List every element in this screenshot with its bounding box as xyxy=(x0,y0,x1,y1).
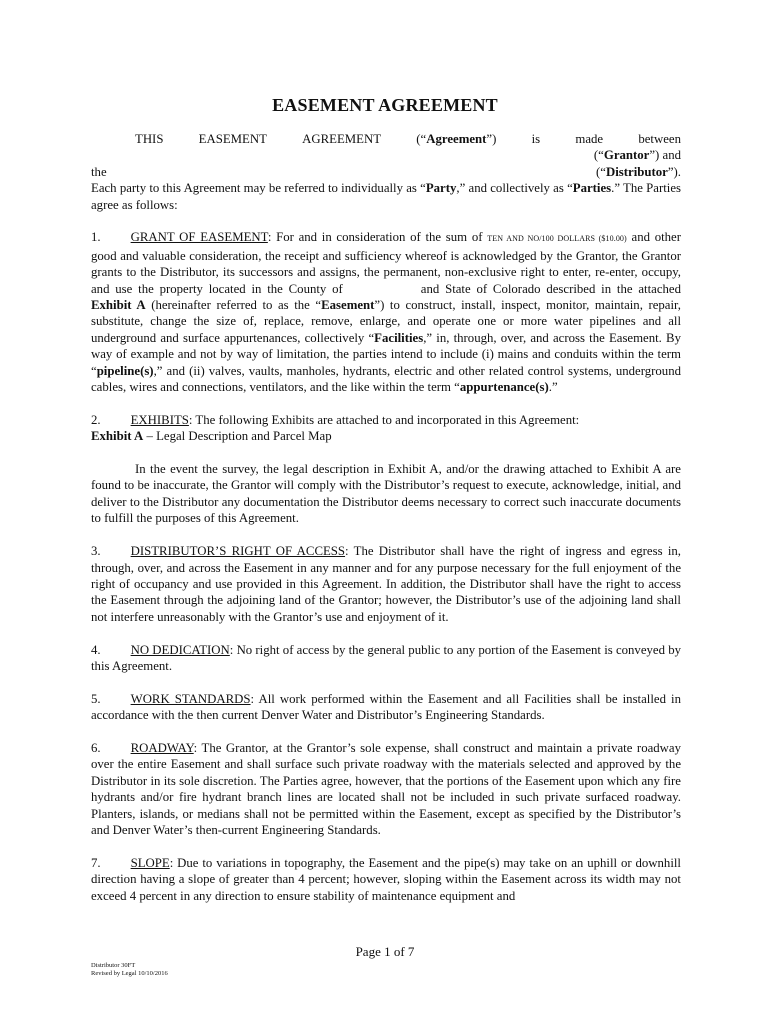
section-text: .” xyxy=(548,380,558,395)
intro-word: between xyxy=(638,132,681,146)
section-text: : The following Exhibits are attached to and incorporated in this Agreement: xyxy=(188,412,580,427)
form-id: Distributor 30FT xyxy=(91,962,136,969)
defined-term: pipeline(s) xyxy=(96,363,154,378)
intro-line-2: (“Grantor”) and xyxy=(593,148,681,163)
section-number: 3. xyxy=(91,544,101,559)
form-revision-info xyxy=(91,962,168,978)
exhibit-description: – Legal Description and Parcel Map xyxy=(143,429,332,444)
document-body xyxy=(91,131,681,904)
section-text: ,” in, through, over, and across the Easement. By way of example and not by way of limitation, the parties intend to include (i) mains and conduits within the term “ xyxy=(91,330,681,378)
section-number: 1. xyxy=(91,230,101,245)
section-text: ”) to construct, install, inspect, monitor, maintain, repair, substitute, change the size of, replace, remove, enlarge, and operate one or more water pipelines and all underground and surface appurtenances, collectively “ xyxy=(91,298,681,345)
intro-word: is xyxy=(531,132,541,146)
section-number: 2. xyxy=(91,412,101,427)
section-6 xyxy=(91,740,681,838)
intro-word: AGREEMENT xyxy=(302,132,382,146)
section-2-paragraph: In the event the survey, the legal description in Exhibit A, and/or the drawing attached to Exhibit A are found to be inaccurate, the Grantor will comply with the Distributor’s request to execute, acknowledge, initial, and deliver to the Distributor any documentation the Distributor deems necessary to correct such inaccurate documents to fulfill the purposes of this Agreement. xyxy=(91,462,681,526)
page-number: Page 1 of 7 xyxy=(355,944,415,959)
section-number: 4. xyxy=(91,642,101,657)
section-number: 5. xyxy=(91,691,101,706)
section-heading: GRANT OF EASEMENT xyxy=(130,230,268,245)
section-5 xyxy=(91,691,681,724)
intro-line-3 xyxy=(91,164,681,180)
section-text: and other good and valuable consideration, the receipt and sufficiency whereof is acknowledged by the Grantor, the Grantor grants to the Distributor, its successors and assigns, the permanent, non-exclusive right to enter, re-enter, occupy, and use the property located in the County of xyxy=(91,230,681,296)
section-3 xyxy=(91,543,681,625)
section-heading: DISTRIBUTOR’S RIGHT OF ACCESS xyxy=(130,544,346,559)
revision-date: Revised by Legal 10/10/2016 xyxy=(91,970,168,977)
section-7 xyxy=(91,855,681,904)
section-text: and State of Colorado described in the attached xyxy=(420,281,681,296)
section-heading: EXHIBITS xyxy=(130,412,189,427)
distributor-defined-term: (“Distributor”). xyxy=(596,164,681,179)
section-text: : Due to variations in topography, the Easement and the pipe(s) may take on an uphill or downhill direction having a slope of greater than 4 percent; however, sloping within the Easement across its width may not exceed 4 percent in any direction to ensure stability of maintenance equipment and xyxy=(91,855,681,903)
section-text: : All work performed within the Easement and all Facilities shall be installed in accordance with the then current Denver Water and Distributor’s Engineering Standards. xyxy=(91,691,681,723)
exhibit-ref: Exhibit A xyxy=(91,429,144,444)
intro-line-1 xyxy=(91,131,681,147)
section-text: : For and in consideration of the sum of xyxy=(267,230,483,245)
section-heading: ROADWAY xyxy=(130,740,194,755)
intro-line-4: Each party to this Agreement may be referred to individually as “Party,” and collectively as “Parties.” The Parties agree as follows: xyxy=(91,181,681,212)
intro-word: THIS xyxy=(135,132,164,146)
section-4 xyxy=(91,642,681,675)
section-text: ,” and (ii) valves, vaults, manholes, hydrants, electric and other related control systems, underground cables, wires and connections, ventilators, and the like within the term “ xyxy=(91,363,681,395)
defined-term: appurtenance(s) xyxy=(459,380,549,395)
intro-word: EASEMENT xyxy=(198,132,267,146)
exhibit-ref: Exhibit A xyxy=(91,298,146,313)
defined-term: Easement xyxy=(321,298,375,313)
section-number: 7. xyxy=(91,855,101,870)
intro-word: made xyxy=(575,132,604,146)
section-2 xyxy=(91,412,681,428)
section-text: (hereinafter referred to as the “ xyxy=(151,298,322,313)
consideration-amount: TEN AND NO/100 DOLLARS ($10.00) xyxy=(487,234,627,244)
exhibit-list-item xyxy=(91,428,681,444)
section-text: : The Distributor shall have the right of ingress and egress in, through, over, and across the Easement in any manner and for any purpose necessary for the full enjoyment of the right of occupancy and use provided in this Agreement. In addition, the Distributor shall have the right to access the Easement through the adjoining land of the Grantor; however, the Distributor’s use of the adjoining land shall not interfere unreasonably with the Grantor’s use and enjoyment of it. xyxy=(91,544,681,624)
defined-term: Facilities xyxy=(374,330,424,345)
section-heading: WORK STANDARDS xyxy=(130,691,251,706)
section-heading: NO DEDICATION xyxy=(130,642,230,657)
section-text: : The Grantor, at the Grantor’s sole expense, shall construct and maintain a private roadway over the entire Easement and shall surface such private roadway with the materials selected and approved by the Distributor in its sole discretion. The Parties agree, however, that the portions of the Easement upon which any fire hydrants and/or fire hydrant branch lines are located shall not be included in such private surfaced roadway. Planters, islands, or medians shall not be permitted within the Easement, except as specified by the Distributor’s and Denver Water’s then-current Engineering Standards. xyxy=(91,740,681,837)
document-title: EASEMENT AGREEMENT xyxy=(272,95,498,115)
section-1 xyxy=(91,229,681,395)
section-heading: SLOPE xyxy=(130,855,170,870)
section-number: 6. xyxy=(91,740,101,755)
section-text: : No right of access by the general public to any portion of the Easement is conveyed by this Agreement. xyxy=(91,642,681,673)
agreement-defined-term: (“Agreement”) xyxy=(416,132,497,146)
intro-word: the xyxy=(91,164,107,179)
